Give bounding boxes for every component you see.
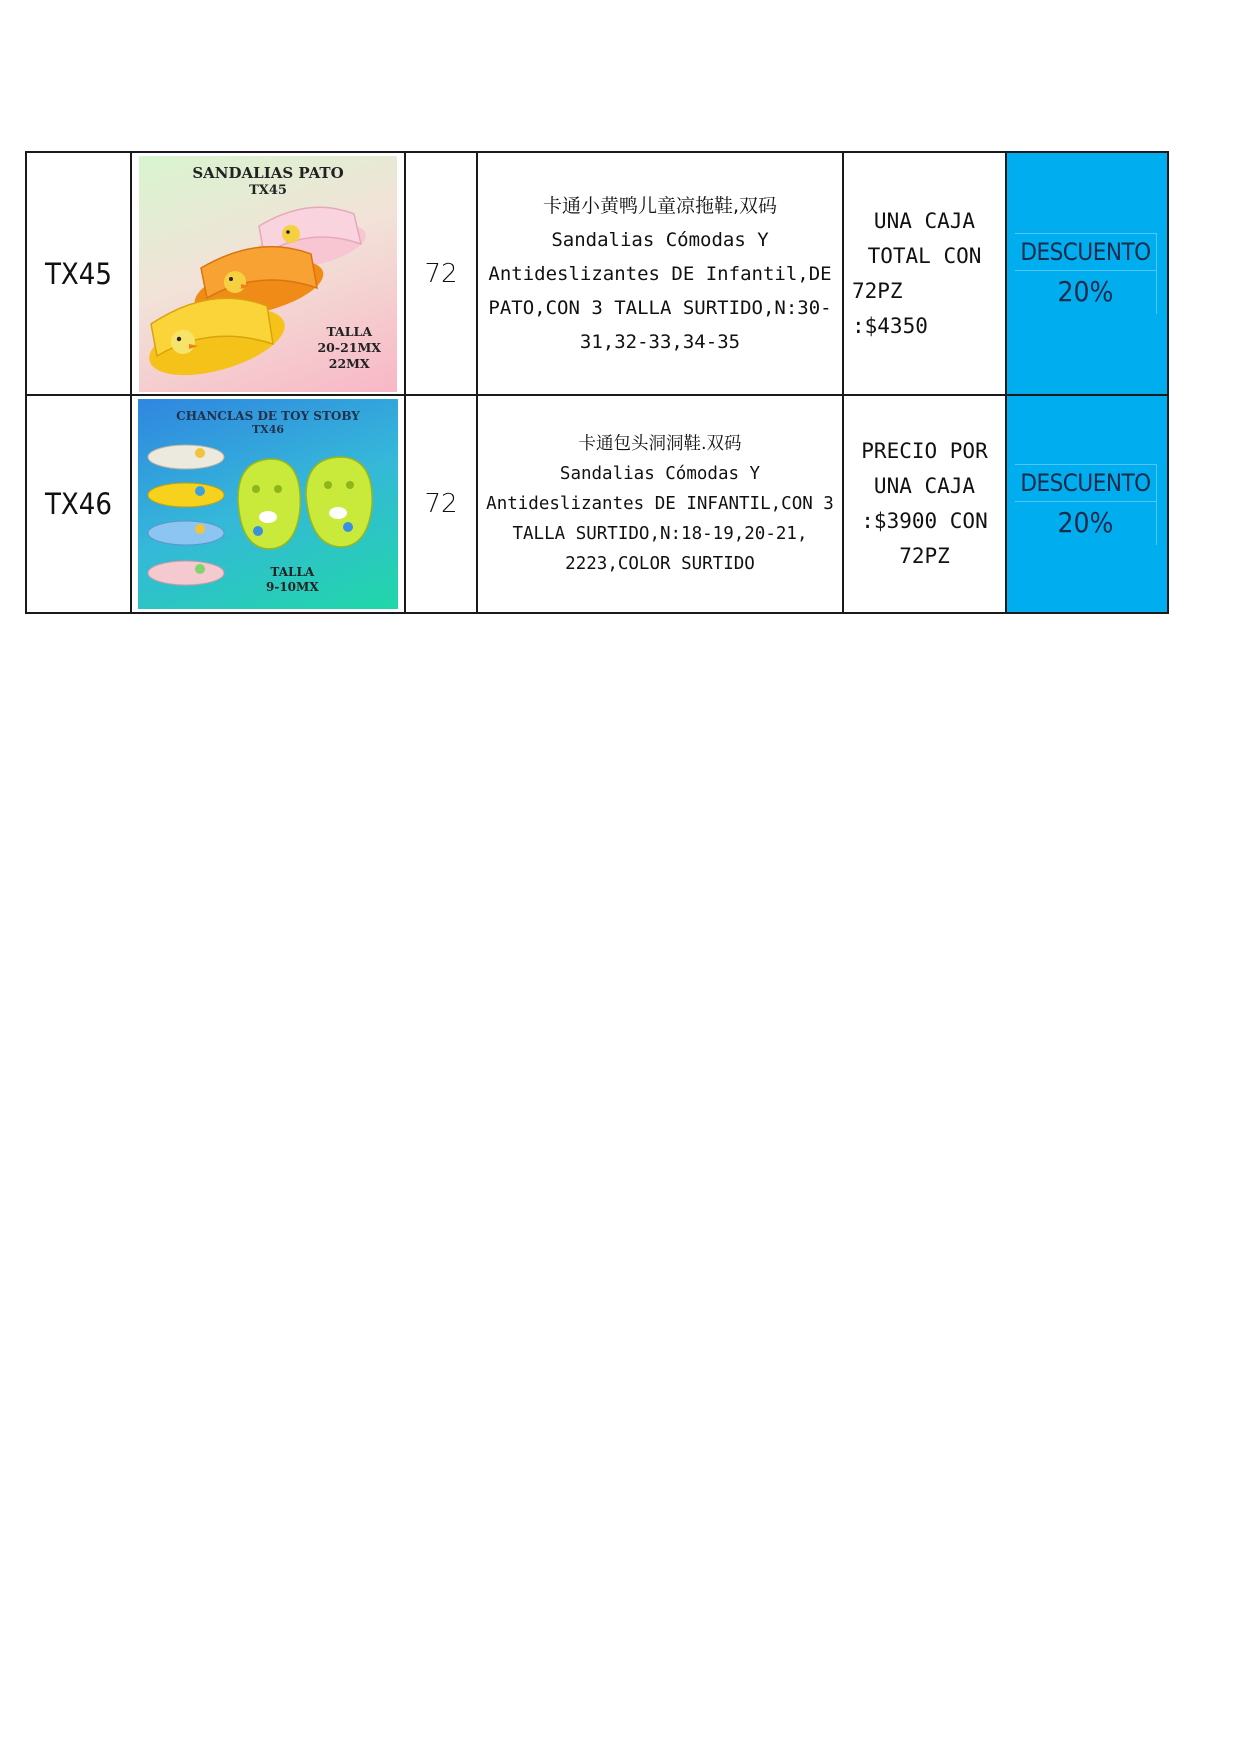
product-quantity: 72 (405, 395, 477, 613)
table-row (26, 152, 1168, 395)
price-line: UNA CAJA (873, 474, 976, 498)
product-quantity: 72 (405, 152, 477, 395)
price-line: PRECIO POR (861, 439, 988, 463)
description-line: Antideslizantes DE INFANTIL,CON 3 (486, 494, 834, 514)
product-table (25, 151, 1169, 614)
discount-value: 20% (1015, 271, 1157, 314)
product-description (477, 395, 843, 613)
image-size-label (266, 565, 319, 595)
description-line: Antideslizantes DE Infantil,DE (488, 262, 832, 285)
image-code: TX45 (249, 182, 287, 198)
discount-value: 20% (1015, 502, 1157, 545)
image-title: SANDALIAS PATO (192, 163, 344, 182)
description-line: Sandalias Cómodas Y (551, 228, 769, 251)
discount-cell (1006, 395, 1168, 613)
price-line: :$4350 (852, 313, 928, 338)
product-description (477, 152, 843, 395)
description-line: PATO,CON 3 TALLA SURTIDO,N:30- (488, 296, 832, 319)
discount-label: DESCUENTO (1015, 233, 1157, 271)
price-line: 72PZ (852, 278, 903, 303)
description-line: Sandalias Cómodas Y (559, 464, 761, 484)
table-row (26, 395, 1168, 613)
price-line: 72PZ (899, 544, 950, 568)
description-line: 2223,COLOR SURTIDO (565, 554, 755, 574)
talla-line: 20-21MX (317, 339, 381, 355)
product-price (843, 152, 1006, 395)
price-line: :$3900 CON (861, 509, 988, 533)
product-image-cell (131, 152, 405, 395)
discount-cell (1006, 152, 1168, 395)
description-chinese: 卡通小黄鸭儿童凉拖鞋,双码 (542, 194, 778, 217)
discount-label: DESCUENTO (1015, 464, 1157, 502)
product-image (139, 156, 397, 392)
image-size-label (317, 324, 381, 372)
description-line: 31,32-33,34-35 (579, 330, 741, 353)
product-price (843, 395, 1006, 613)
talla-line: 9-10MX (266, 580, 319, 594)
talla-label: TALLA (326, 323, 373, 339)
product-image-cell (131, 395, 405, 613)
talla-line: 22MX (328, 355, 370, 371)
description-line: TALLA SURTIDO,N:18-19,20-21, (512, 524, 808, 544)
description-chinese: 卡通包头洞洞鞋.双码 (578, 434, 742, 454)
price-line: TOTAL CON (867, 243, 982, 268)
product-code: TX45 (26, 152, 131, 395)
talla-label: TALLA (270, 565, 315, 579)
product-image (138, 399, 398, 609)
image-title: CHANCLAS DE TOY STOBY (176, 409, 360, 423)
price-line: UNA CAJA (873, 208, 976, 233)
product-code: TX46 (26, 395, 131, 613)
image-code: TX46 (251, 423, 285, 436)
